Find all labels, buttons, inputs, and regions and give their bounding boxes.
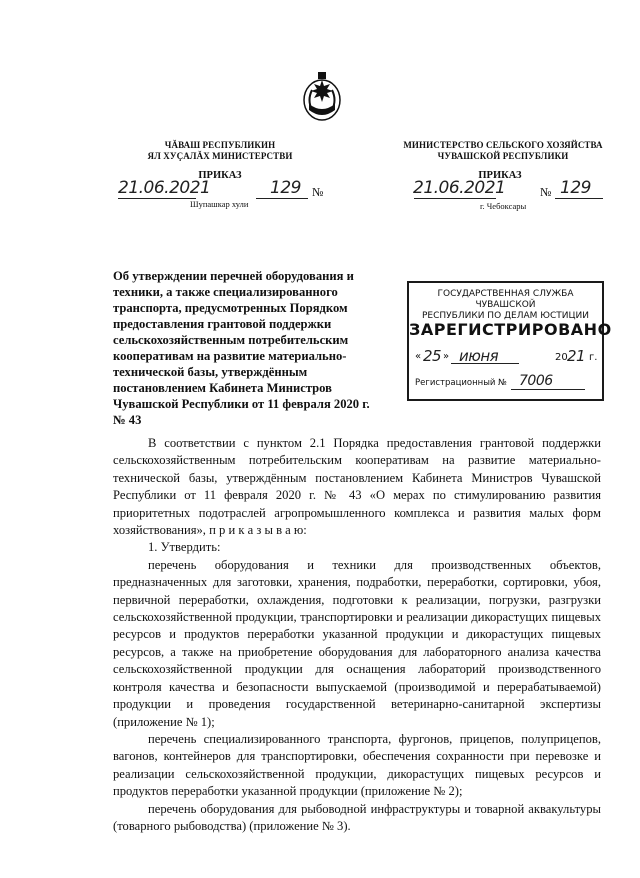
header-left-line2: ЯЛ ХУÇАЛĂХ МИНИСТЕРСТВИ <box>147 151 293 161</box>
right-order-city: г. Чебоксары <box>480 201 527 211</box>
title-line: техники, а также специализированного <box>113 285 338 299</box>
title-line: Об утверждении перечней оборудования и <box>113 269 354 283</box>
right-order-date: 21.06.2021 <box>413 178 506 198</box>
stamp-reg-row <box>415 373 595 392</box>
left-order-number: 129 <box>270 178 301 198</box>
right-date-underline <box>414 198 496 199</box>
body-paragraph-list1: перечень оборудования и техники для производственных объектов, предназначенных для заготовки, хранения, подработки, переработки, сортировки, убоя, первичной переработки, охлаждения, подготовки к реализации, погрузки, разгрузки сельскохозяйственной продукции, транспортировки и реализации дикорастущих пищевых ресурсов и продуктов переработки указанной продукции и дикорастущих пищевых ресурсов, а также на приобретение оборудования для лабораторного анализа качества сельскохозяйственной продукции для оснащения лабораторий производственного контроля качества и безопасности выпускаемой (производимой и перерабатываемой) продукции и проведения государственной ветеринарно-санитарной экспертизы (приложение № 1); <box>113 557 601 729</box>
right-order-label: ПРИКАЗ <box>478 170 522 181</box>
body-paragraph-list2: перечень специализированного транспорта, фургонов, прицепов, полуприцепов, вагонов, контейнеров для транспортировки, обеспечения сохранности при перевозке и реализации сельскохозяйственной продукции, дикорастущих пищевых ресурсов и продуктов переработки указанной продукции (приложение № 2); <box>113 731 601 799</box>
title-line: транспорта, предусмотренных Порядком <box>113 301 348 315</box>
title-line: технической базы, утверждённым <box>113 365 308 379</box>
left-order-date: 21.06.2021 <box>118 178 211 198</box>
body-paragraph-list3: перечень оборудования для рыбоводной инфраструктуры и товарной аквакультуры (товарного рыбоводства) (приложение № 3). <box>113 801 601 833</box>
registration-stamp <box>407 281 612 401</box>
body-paragraph-preamble: В соответствии с пунктом 2.1 Порядка предоставления грантовой поддержки сельскохозяйственным потребительским кооперативам на развитие материально-технической базы, утверждённым постановлением Кабинета Министров Чувашской Республики от 11 февраля 2020 г. № 43 «О мерах по стимулированию развития приоритетных подотраслей агропромышленного комплекса и развития малых форм хозяйствования», п р и к а з ы в а ю: <box>113 436 601 538</box>
title-line: предоставления грантовой поддержки <box>113 317 332 331</box>
right-order-number: 129 <box>560 178 591 198</box>
header-right-line2: ЧУВАШСКОЙ РЕСПУБЛИКИ <box>437 151 569 161</box>
left-number-underline <box>256 198 308 199</box>
stamp-year-end: г. <box>589 352 598 363</box>
coat-of-arms-emblem <box>301 70 343 124</box>
stamp-month: июня <box>459 347 499 365</box>
stamp-header <box>409 289 602 322</box>
header-left <box>120 140 320 162</box>
stamp-year-suffix: 21 <box>567 347 586 365</box>
stamp-day: 25 <box>423 347 442 365</box>
title-line: сельскохозяйственным потребительским <box>113 333 349 347</box>
stamp-reg-label: Регистрационный № <box>415 378 507 388</box>
left-order-city: Шупашкар хули <box>190 199 249 209</box>
left-date-underline <box>118 198 196 199</box>
stamp-date-row: « 25 » июня 20 21 г. <box>415 347 598 365</box>
left-order-label: ПРИКАЗ <box>198 170 242 181</box>
stamp-year-prefix: 20 <box>555 352 568 363</box>
left-number-sign: № <box>312 185 324 199</box>
right-number-underline <box>555 198 603 199</box>
stamp-registered: ЗАРЕГИСТРИРОВАНО <box>409 320 612 339</box>
title-line: кооперативам на развитие материально- <box>113 349 347 363</box>
right-number-sign: № <box>540 185 552 199</box>
stamp-header-line2: РЕСПУБЛИКИ ПО ДЕЛАМ ЮСТИЦИИ <box>422 311 589 321</box>
stamp-header-line1: ГОСУДАРСТВЕННАЯ СЛУЖБА ЧУВАШСКОЙ <box>437 289 574 310</box>
title-line: № 43 <box>113 413 142 427</box>
document-body <box>113 435 601 835</box>
stamp-reg-number: 7006 <box>519 373 553 389</box>
document-title <box>113 268 394 428</box>
body-paragraph-approve: 1. Утвердить: <box>148 540 221 555</box>
title-line: Чувашской Республики от 11 февраля 2020 г. <box>113 397 370 411</box>
title-line: постановлением Кабинета Министров <box>113 381 332 395</box>
header-right <box>393 140 613 162</box>
header-left-line1: ЧĂВАШ РЕСПУБЛИКИН <box>164 140 276 150</box>
header-right-line1: МИНИСТЕРСТВО СЕЛЬСКОГО ХОЗЯЙСТВА <box>403 140 603 150</box>
